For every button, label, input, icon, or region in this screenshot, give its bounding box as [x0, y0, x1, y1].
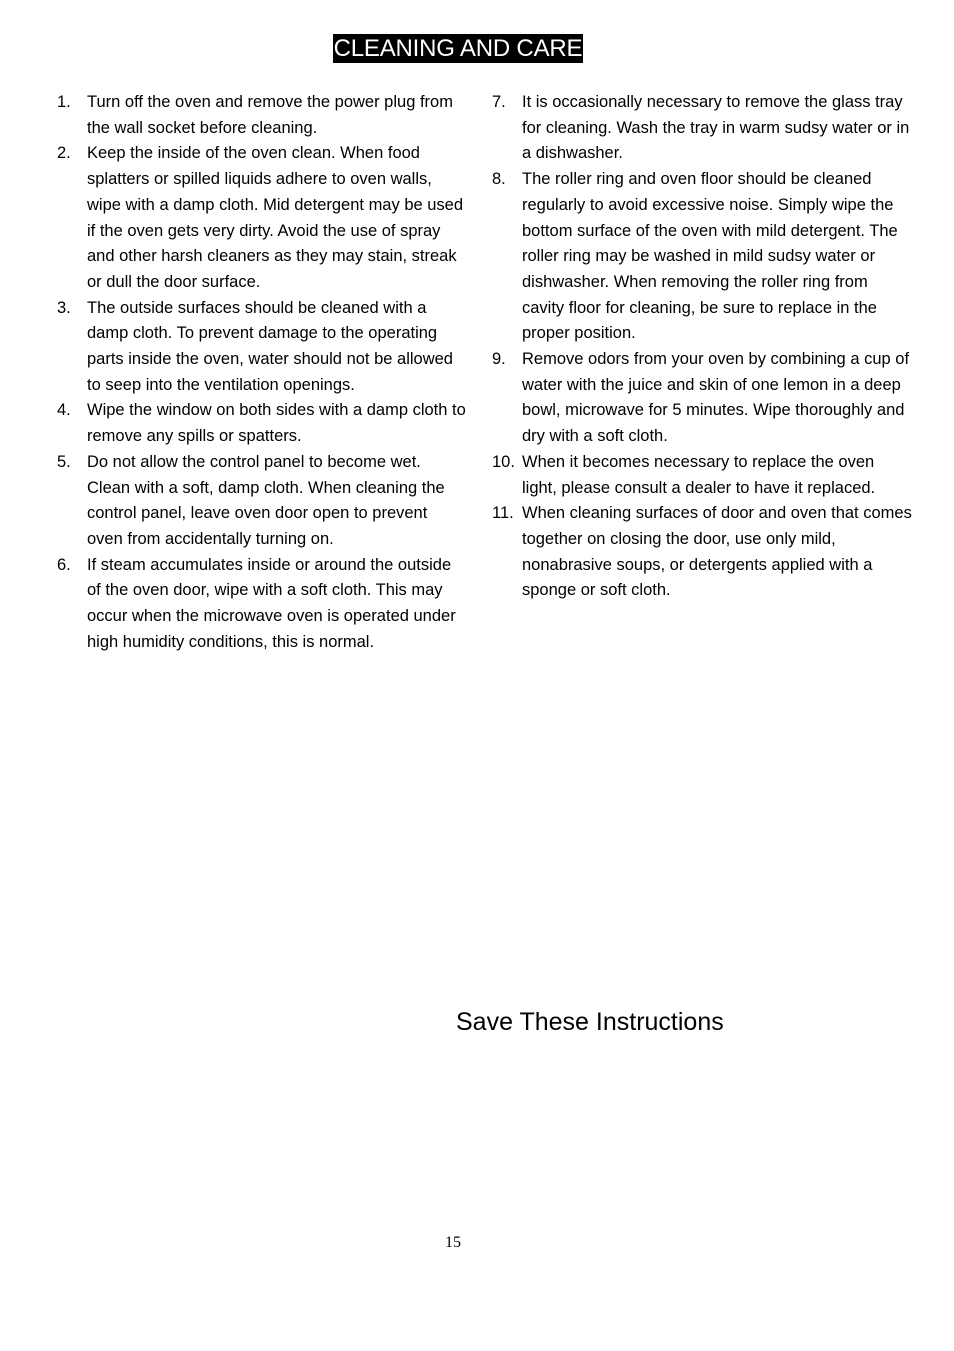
item-text: Keep the inside of the oven clean. When food splatters or spilled liquids adhere to oven walls, wipe with a damp cloth. Mid detergent may be used if the oven gets very dirty. Avoid the use of spray and other harsh cleaners as they may stain, streak or dull the door surface.: [87, 144, 464, 291]
item-number: 11.: [492, 504, 514, 523]
list-item: [57, 553, 467, 656]
item-number: 5.: [57, 452, 71, 471]
item-number: 9.: [492, 350, 506, 369]
list-item: [492, 501, 912, 604]
item-number: 6.: [57, 555, 71, 574]
list-item: [57, 296, 467, 399]
item-text: The outside surfaces should be cleaned with a damp cloth. To prevent damage to the operating parts inside the oven, water should not be allowed to seep into the ventilation openings.: [87, 298, 453, 394]
item-number: 7.: [492, 93, 506, 111]
item-number: 1.: [57, 93, 71, 111]
item-text: If steam accumulates inside or around the outside of the oven door, wipe with a soft cloth. This may occur when the microwave oven is operated under high humidity conditions, this is normal.: [87, 555, 456, 651]
item-text: The roller ring and oven floor should be cleaned regularly to avoid excessive noise. Simply wipe the bottom surface of the oven with mild detergent. The roller ring may be washed in mild sudsy water or dishwasher. When removing the roller ring from cavity floor for cleaning, be sure to replace in the proper position.: [522, 170, 898, 343]
item-text: Turn off the oven and remove the power plug from the wall socket before cleaning.: [87, 93, 453, 137]
item-number: 10.: [492, 452, 515, 471]
list-item: [57, 398, 467, 449]
list-item: [57, 90, 467, 141]
item-number: 2.: [57, 144, 71, 163]
item-number: 4.: [57, 401, 71, 420]
save-instructions-note: Save These Instructions: [456, 1008, 724, 1036]
item-text: When it becomes necessary to replace the oven light, please consult a dealer to have it replaced.: [522, 452, 876, 497]
item-number: 8.: [492, 170, 506, 189]
page-title-text: CLEANING AND CARE: [333, 35, 583, 62]
list-item: [492, 167, 912, 347]
list-item: [57, 450, 467, 553]
item-text: It is occasionally necessary to remove the glass tray for cleaning. Wash the tray in warm sudsy water or in a dishwasher.: [522, 93, 910, 163]
page-title: [0, 34, 916, 63]
item-text: Wipe the window on both sides with a damp cloth to remove any spills or spatters.: [87, 401, 466, 446]
instructions-left-column: [57, 90, 467, 655]
page-number: 15: [445, 1234, 461, 1251]
list-item: [492, 450, 912, 501]
item-text: When cleaning surfaces of door and oven that comes together on closing the door, use only mild, nonabrasive soups, or detergents applied with a sponge or soft cloth.: [522, 504, 912, 600]
list-item: [492, 90, 912, 167]
list-item: [492, 347, 912, 450]
item-text: Remove odors from your oven by combining a cup of water with the juice and skin of one lemon in a deep bowl, microwave for 5 minutes. Wipe thoroughly and dry with a soft cloth.: [522, 350, 910, 446]
item-number: 3.: [57, 298, 71, 317]
list-item: [57, 141, 467, 295]
instructions-right-column: [492, 90, 912, 604]
item-text: Do not allow the control panel to become wet. Clean with a soft, damp cloth. When cleaning the control panel, leave oven door open to prevent oven from accidentally turning on.: [87, 452, 445, 548]
